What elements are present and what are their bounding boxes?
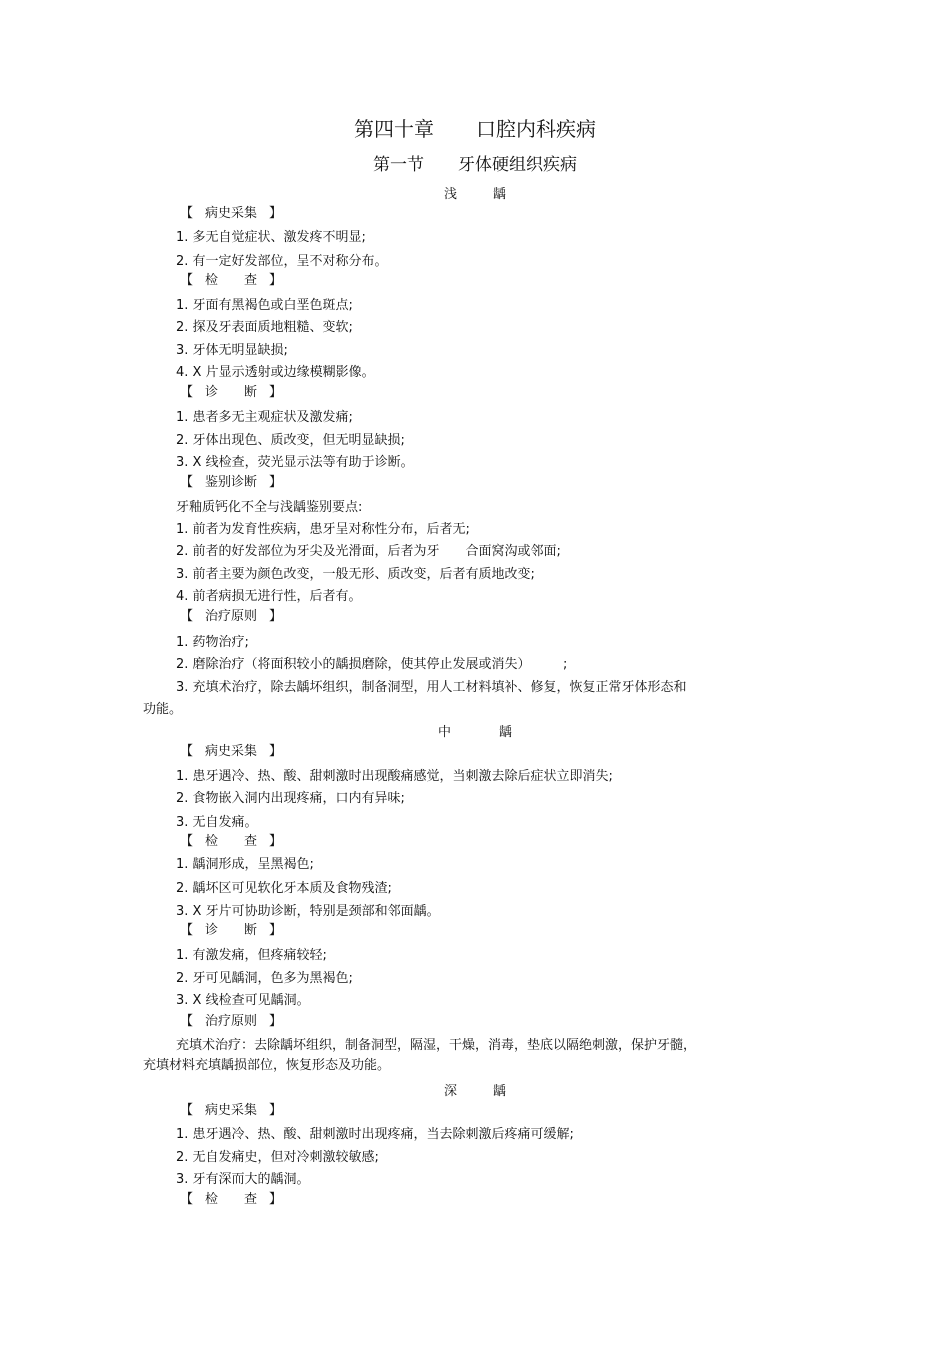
section-header: 【 治疗原则 】 — [180, 609, 283, 624]
list-item: 1. 患牙遇冷、热、酸、甜刺激时出现酸痛感觉，当刺激去除后症状立即消失; — [176, 769, 613, 784]
list-item: 1. 多无自觉症状、激发疼不明显; — [176, 230, 366, 245]
list-item: 1. 牙面有黑褐色或白垩色斑点; — [176, 298, 353, 313]
list-item: 2. 牙体出现色、质改变，但无明显缺损; — [176, 433, 405, 448]
list-item: 3. X 线检查，荧光显示法等有助于诊断。 — [176, 455, 414, 470]
list-item: 3. 充填术治疗，除去龋坏组织，制备洞型，用人工材料填补、修复，恢复正常牙体形态和 — [176, 680, 687, 695]
list-item: 2. 食物嵌入洞内出现疼痛，口内有异味; — [176, 791, 405, 806]
section-header: 【 检 查 】 — [180, 834, 283, 849]
list-item: 1. 有激发痛，但疼痛较轻; — [176, 948, 327, 963]
section-number: 第一节 — [373, 155, 424, 175]
section-header: 【 诊 断 】 — [180, 923, 283, 938]
list-item: 4. 前者病损无进行性，后者有。 — [176, 589, 362, 604]
list-item: 1. 患牙遇冷、热、酸、甜刺激时出现疼痛，当去除刺激后疼痛可缓解; — [176, 1127, 574, 1142]
chapter-title — [0, 113, 950, 142]
chapter-name: 口腔内科疾病 — [476, 117, 596, 141]
section-header: 【 检 查 】 — [180, 1192, 283, 1207]
list-item: 4. X 片显示透射或边缘模糊影像。 — [176, 365, 375, 380]
paragraph: 充填术治疗：去除龋坏组织，制备洞型，隔湿，干燥，消毒，垫底以隔绝刺激，保护牙髓， — [176, 1038, 697, 1053]
list-item: 2. 牙可见龋洞，色多为黑褐色; — [176, 971, 353, 986]
section-header: 【 病史采集 】 — [180, 1103, 283, 1118]
section-header: 【 鉴别诊断 】 — [180, 475, 283, 490]
paragraph-continuation: 充填材料充填龋损部位，恢复形态及功能。 — [143, 1058, 391, 1073]
list-item: 2. 龋坏区可见软化牙本质及食物残渣; — [176, 881, 392, 896]
section-title — [0, 150, 950, 175]
disease-heading-medium: 中 龋 — [437, 725, 513, 740]
list-item: 2. 无自发痛史，但对冷刺激较敏感; — [176, 1150, 379, 1165]
section-name: 牙体硬组织疾病 — [458, 155, 577, 175]
paragraph: 牙釉质钙化不全与浅龋鉴别要点: — [176, 500, 363, 515]
disease-heading-shallow: 浅 龋 — [443, 187, 507, 202]
disease-heading-deep: 深 龋 — [443, 1084, 507, 1099]
section-header: 【 诊 断 】 — [180, 385, 283, 400]
list-item: 1. 龋洞形成，呈黑褐色; — [176, 857, 314, 872]
list-item: 3. X 牙片可协助诊断，特别是颈部和邻面龋。 — [176, 904, 440, 919]
section-header: 【 检 查 】 — [180, 273, 283, 288]
list-item: 2. 前者的好发部位为牙尖及光滑面，后者为牙 合面窝沟或邻面; — [176, 544, 561, 559]
list-item: 1. 药物治疗; — [176, 635, 249, 650]
list-item: 3. X 线检查可见龋洞。 — [176, 993, 310, 1008]
section-header: 【 病史采集 】 — [180, 744, 283, 759]
section-header: 【 治疗原则 】 — [180, 1014, 283, 1029]
list-item: 1. 前者为发育性疾病，患牙呈对称性分布，后者无; — [176, 522, 470, 537]
section-header: 【 病史采集 】 — [180, 206, 283, 221]
list-item: 3. 无自发痛。 — [176, 815, 258, 830]
list-item: 2. 磨除治疗（将面积较小的龋损磨除，使其停止发展或消失） ; — [176, 657, 568, 672]
list-item: 3. 牙体无明显缺损; — [176, 343, 288, 358]
list-item: 2. 探及牙表面质地粗糙、变软; — [176, 320, 353, 335]
list-item: 2. 有一定好发部位，呈不对称分布。 — [176, 254, 388, 269]
list-item-continuation: 功能。 — [143, 702, 183, 717]
list-item: 3. 前者主要为颜色改变，一般无形、质改变，后者有质地改变; — [176, 567, 535, 582]
list-item: 1. 患者多无主观症状及激发痛; — [176, 410, 353, 425]
chapter-number: 第四十章 — [354, 117, 434, 141]
list-item: 3. 牙有深而大的龋洞。 — [176, 1172, 310, 1187]
